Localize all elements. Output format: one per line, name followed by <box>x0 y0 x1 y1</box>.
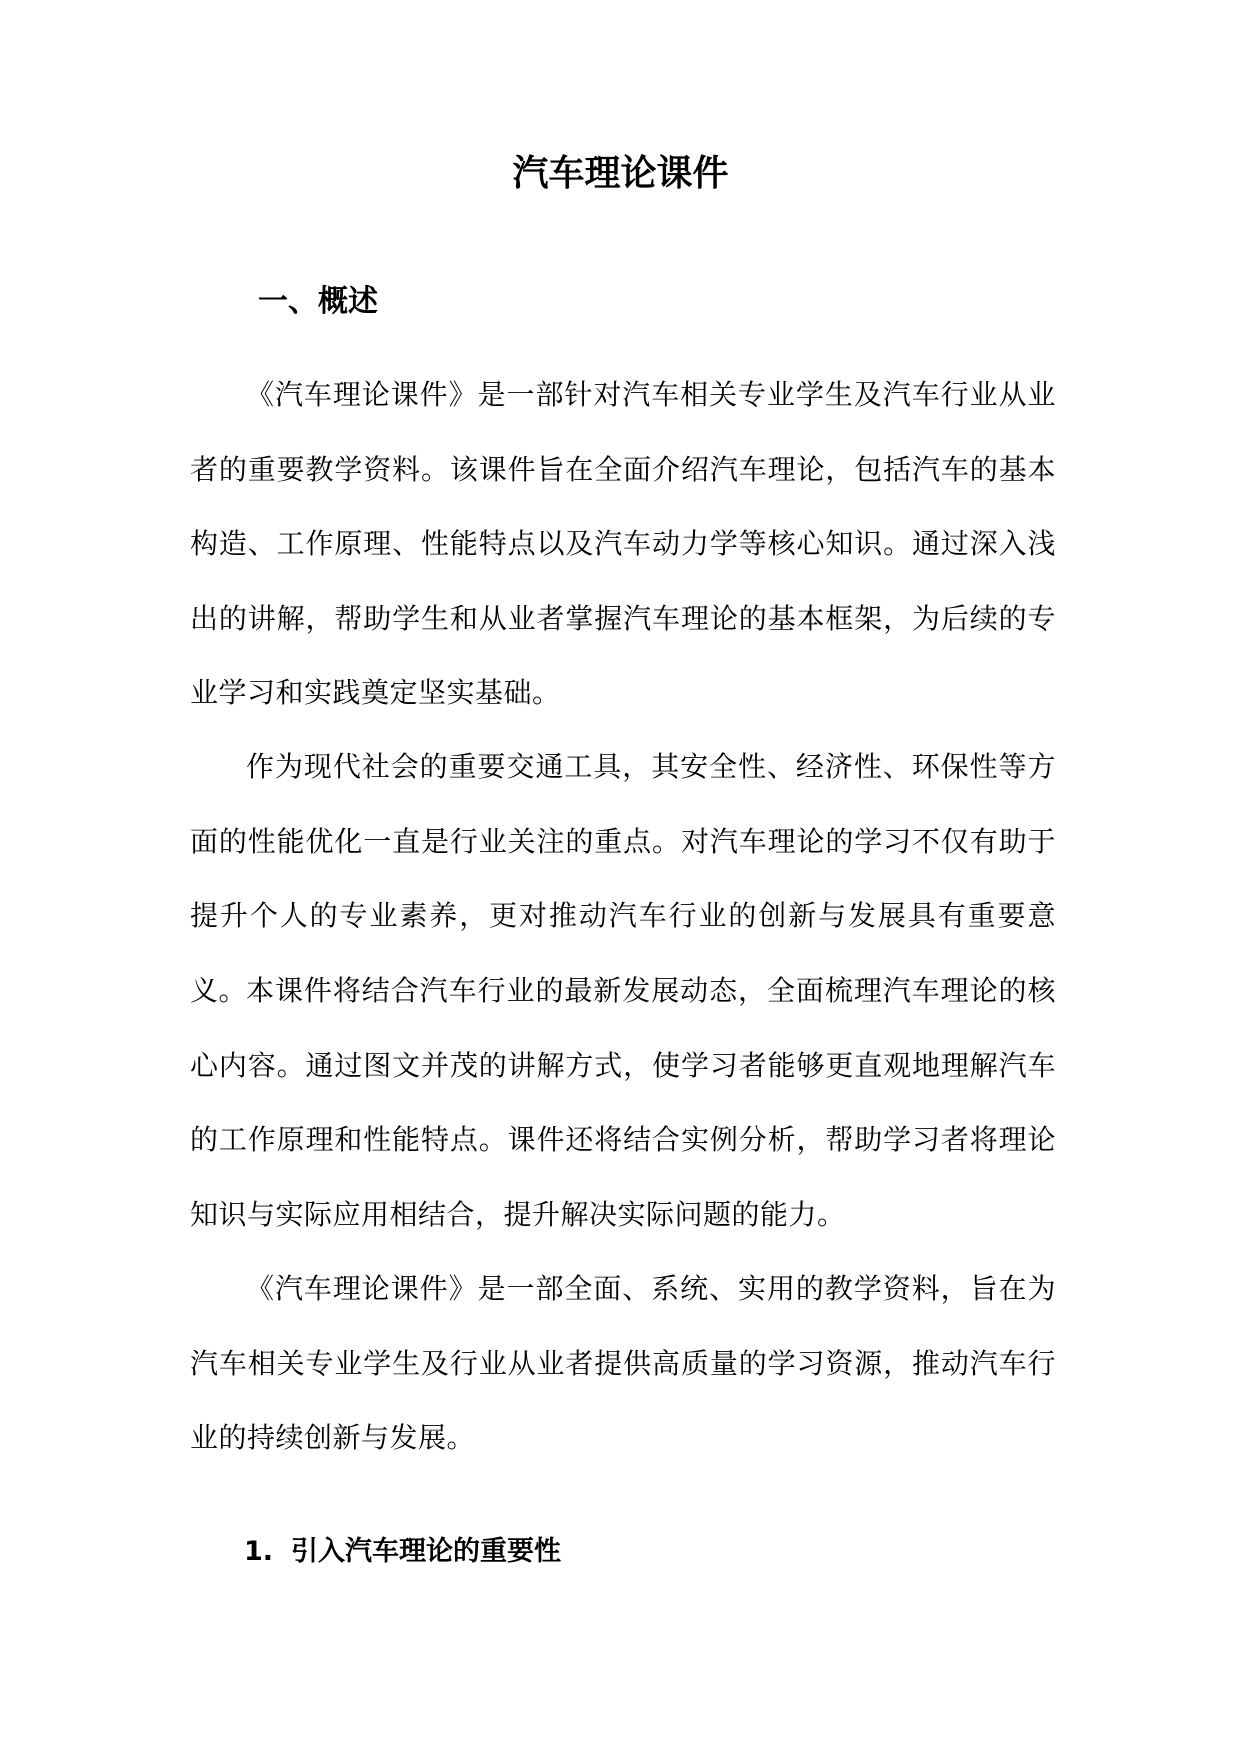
subsection-title: 引入汽车理论的重要性 <box>291 1536 561 1567</box>
body-paragraph: 本课件将结合汽车行业的最新发展动态，全面梳理汽车理论的核心内容。通过图文并茂的讲解方式，使学习者能够更直观地理解汽车的工作原理和性能特点。课件还将结合实例分析，帮助学习者将理论知识与实际应用相结合，提升解决实际问题的能力。 <box>190 974 1056 1231</box>
subsection-heading <box>244 1532 561 1572</box>
body-paragraph: 《汽车理论课件》是一部全面、系统、实用的教学资料，旨在为汽车相关专业学生及行业从业者提供高质量的学习资源，推动汽车行业的持续创新与发展。 <box>190 1272 1056 1454</box>
body-paragraph: 《汽车理论课件》是一部针对汽车相关专业学生及汽车行业从业者的重要教学资料。该课件旨在全面介绍汽车理论，包括汽车的基本构造、工作原理、性能特点以及汽车动力学等核心知识。通过深入浅出的讲解，帮助学生和从业者掌握汽车理论的基本框架，为后续的专业学习和实践奠定坚实基础。 <box>190 378 1056 709</box>
document-title: 汽车理论课件 <box>512 153 729 194</box>
subsection-number: 1. <box>244 1536 274 1567</box>
body-paragraph: 作为现代社会的重要交通工具，其安全性、经济性、环保性等方面的性能优化一直是行业关注的重点。对汽车理论的学习不仅有助于提升个人的专业素养，更对推动汽车行业的创新与发展具有重要意义。 <box>190 750 1056 1007</box>
section-heading: 一、概述 <box>258 284 378 319</box>
